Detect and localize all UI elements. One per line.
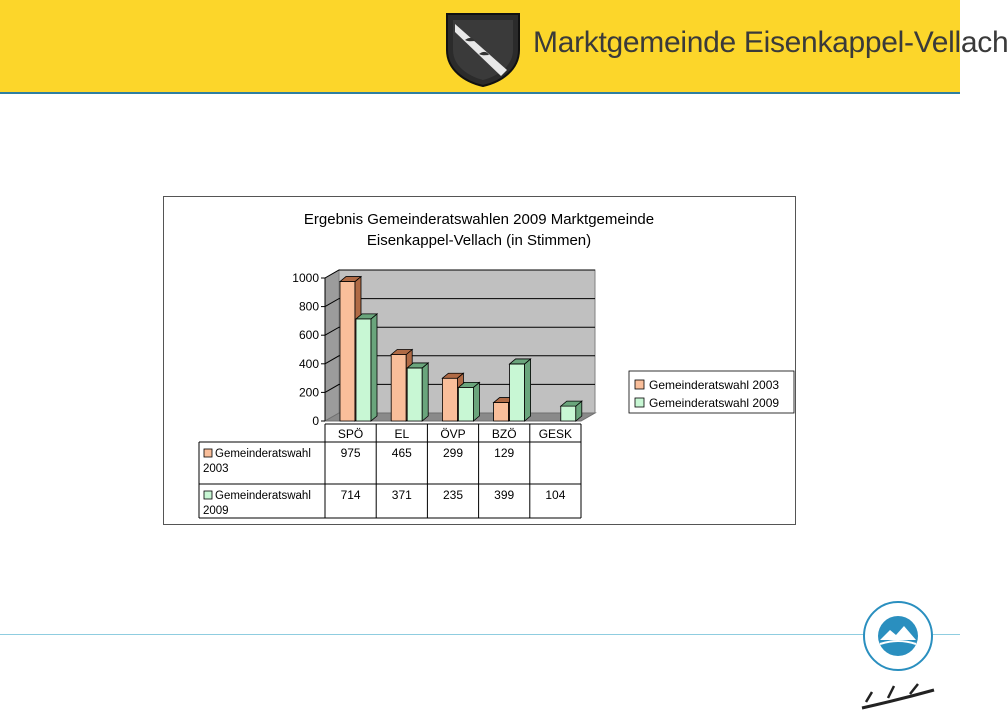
category-label: ÖVP bbox=[440, 427, 466, 441]
election-chart bbox=[163, 196, 797, 526]
table-value: 975 bbox=[340, 446, 361, 460]
plot-side-wall bbox=[325, 270, 339, 421]
bar-side bbox=[422, 363, 428, 421]
bar-side bbox=[473, 382, 479, 421]
header-divider bbox=[0, 92, 960, 94]
legend-entry: Gemeinderatswahl 2009 bbox=[649, 396, 780, 410]
table-value: 235 bbox=[442, 488, 464, 502]
bar-side bbox=[525, 359, 531, 421]
table-series-label: 2009 bbox=[203, 505, 229, 517]
table-series-label: 2003 bbox=[203, 463, 229, 475]
kur-luftkurort-badge-icon bbox=[862, 600, 934, 672]
plot-area bbox=[292, 270, 595, 428]
category-label: SPÖ bbox=[337, 427, 364, 441]
y-tick-label: 0 bbox=[312, 414, 319, 428]
footer-divider bbox=[0, 634, 960, 635]
bar-front bbox=[442, 378, 457, 421]
table-value: 714 bbox=[340, 488, 361, 502]
table-series-label: Gemeinderatswahl bbox=[215, 448, 311, 460]
y-tick-label: 800 bbox=[298, 299, 319, 314]
bar-front bbox=[458, 387, 473, 421]
category-label: BZÖ bbox=[491, 427, 517, 441]
bar-front bbox=[407, 368, 422, 421]
bar-front bbox=[510, 364, 525, 421]
bar bbox=[561, 401, 582, 421]
bar bbox=[356, 314, 377, 421]
chart-title-line-1: Ergebnis Gemeinderatswahlen 2009 Marktgemeinde bbox=[303, 211, 655, 228]
bar-front bbox=[561, 406, 576, 421]
legend-swatch bbox=[635, 398, 644, 407]
y-tick-label: 600 bbox=[298, 328, 319, 343]
bar bbox=[510, 359, 531, 421]
legend-swatch bbox=[635, 380, 644, 389]
y-tick-label: 400 bbox=[298, 356, 319, 371]
table-value: 371 bbox=[391, 488, 412, 502]
bar-front bbox=[340, 282, 355, 421]
bar-front bbox=[391, 355, 406, 421]
kaernten-logo-icon bbox=[858, 680, 938, 716]
category-label: EL bbox=[394, 427, 410, 441]
category-label: GESK bbox=[538, 427, 573, 441]
table-series-swatch bbox=[204, 449, 212, 457]
bar-side bbox=[371, 314, 377, 421]
bar-front bbox=[356, 319, 371, 421]
page-title: Marktgemeinde Eisenkappel-Vellach bbox=[533, 26, 1008, 59]
table-value: 299 bbox=[442, 446, 464, 460]
bar bbox=[407, 363, 428, 421]
table-value: 465 bbox=[391, 446, 412, 460]
bar bbox=[458, 382, 479, 421]
table-value: 104 bbox=[545, 488, 566, 502]
chart-legend bbox=[629, 371, 794, 413]
y-tick-label: 1000 bbox=[292, 271, 319, 285]
chart-title-line-2: Eisenkappel-Vellach (in Stimmen) bbox=[366, 232, 592, 249]
coat-of-arms-icon bbox=[443, 10, 523, 88]
table-value: 129 bbox=[494, 446, 515, 460]
table-value: 399 bbox=[494, 488, 515, 502]
y-tick-label: 200 bbox=[298, 385, 319, 400]
table-series-label: Gemeinderatswahl bbox=[215, 490, 311, 502]
legend-entry: Gemeinderatswahl 2003 bbox=[649, 378, 780, 392]
table-series-swatch bbox=[204, 491, 212, 499]
bar-front bbox=[494, 403, 509, 421]
